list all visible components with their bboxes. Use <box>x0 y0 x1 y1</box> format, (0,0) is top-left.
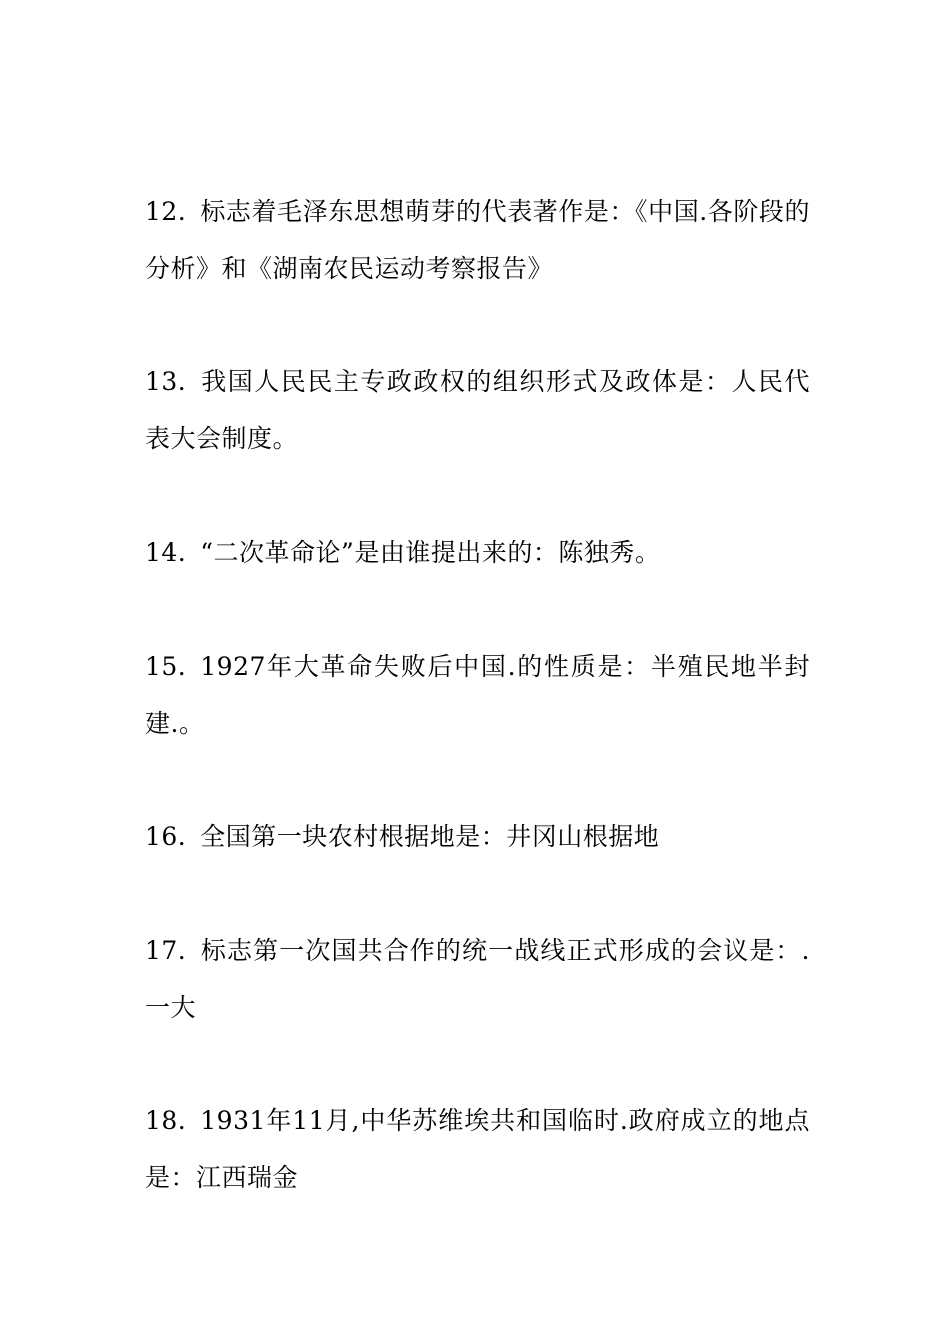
question-item-13 <box>145 353 810 467</box>
item-text: 全国第一块农村根据地是：井冈山根据地 <box>200 822 660 851</box>
question-item-16 <box>145 808 810 865</box>
item-text: 标志第一次国共合作的统一战线正式形成的会议是：.一大 <box>145 936 810 1022</box>
question-item-18 <box>145 1092 810 1206</box>
question-item-17 <box>145 922 810 1036</box>
item-text: 1927年大革命失败后中国.的性质是：半殖民地半封建.。 <box>145 652 810 738</box>
question-item-15 <box>145 638 810 752</box>
question-item-14 <box>145 524 810 581</box>
item-number: 13. <box>145 367 187 396</box>
item-number: 12. <box>145 197 187 226</box>
item-text: 1931年11月,中华苏维埃共和国临时.政府成立的地点是：江西瑞金 <box>145 1106 810 1192</box>
item-text: 我国人民民主专政政权的组织形式及政体是：人民代表大会制度。 <box>145 367 810 453</box>
question-item-12 <box>145 183 810 297</box>
item-text: “二次革命论”是由谁提出来的：陈独秀。 <box>200 538 661 567</box>
item-number: 17. <box>145 936 187 965</box>
item-text: 标志着毛泽东思想萌芽的代表著作是：《中国.各阶段的分析》和《湖南农民运动考察报告》 <box>145 197 810 283</box>
item-number: 18. <box>145 1106 187 1135</box>
item-number: 15. <box>145 652 187 681</box>
item-number: 14. <box>145 538 187 567</box>
item-number: 16. <box>145 822 187 851</box>
